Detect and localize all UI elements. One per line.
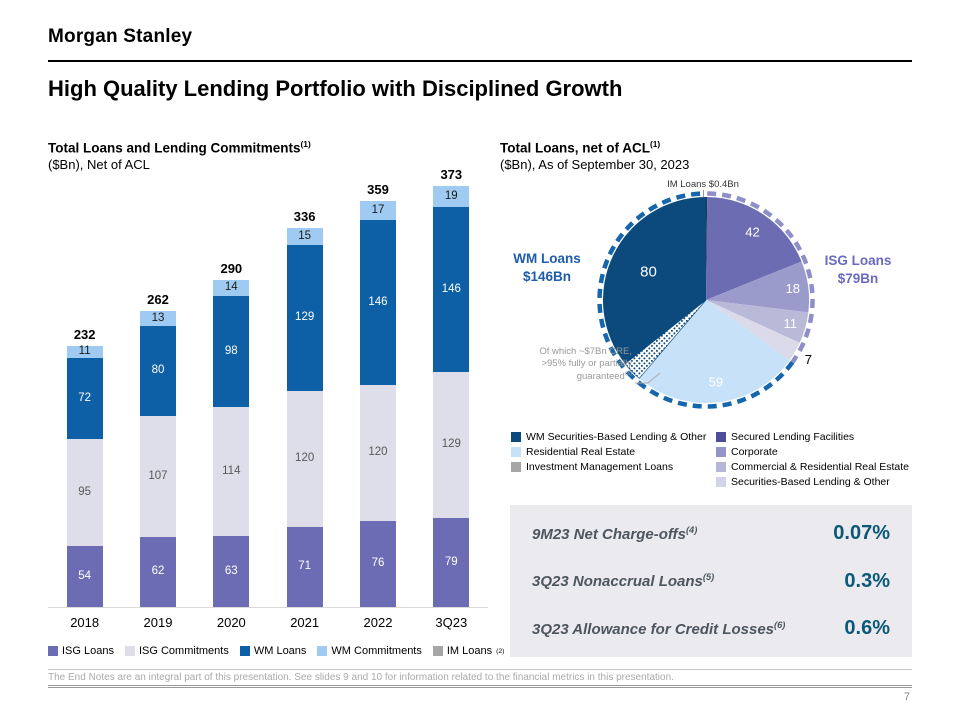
legend-item <box>511 461 706 473</box>
legend-swatch <box>716 447 726 457</box>
legend-swatch <box>125 646 135 656</box>
legend-label: Investment Management Loans <box>526 461 674 473</box>
legend-item <box>240 645 307 657</box>
bar-stack <box>287 228 323 607</box>
legend-label: Residential Real Estate <box>526 446 636 458</box>
bar-segment-isg-commitments: 95 <box>67 439 103 546</box>
legend-swatch <box>716 462 726 472</box>
bar-segment-isg-loans: 71 <box>287 527 323 607</box>
pie-slice-value-label: 11 <box>783 316 798 332</box>
bar-segment-isg-loans: 76 <box>360 521 396 607</box>
metric-row <box>532 570 890 593</box>
legend-swatch <box>716 477 726 487</box>
pie-slice-value-label: 59 <box>708 374 724 390</box>
right-chart-title-text: Total Loans, net of ACL <box>500 140 650 156</box>
metric-label-footnote: (4) <box>685 524 698 535</box>
right-chart-title <box>500 139 660 156</box>
bar-segment-isg-commitments: 129 <box>433 372 469 518</box>
bar-stack <box>433 186 469 607</box>
metric-label-footnote: (5) <box>702 572 715 582</box>
bar-segment-wm-commitments: 15 <box>287 228 323 245</box>
metric-label: 9M23 Net Charge-offs$^{(4)}$ <box>532 524 698 543</box>
bar-total-label: 232 <box>73 327 96 342</box>
bar-total-label: 359 <box>367 182 389 197</box>
legend-item <box>125 645 229 657</box>
bar-total-label: 290 <box>220 261 243 276</box>
bar-segment-wm-commitments: 17 <box>360 201 396 220</box>
legend-swatch <box>511 447 521 457</box>
bar-column-2018 <box>48 160 121 607</box>
bar-segment-wm-loans: 80 <box>140 326 176 416</box>
cre-note-line1: Of which ~$7Bn CRE, <box>539 346 632 357</box>
legend-label: IM Loans <box>446 645 493 657</box>
metric-row <box>532 522 890 545</box>
metric-row <box>532 617 890 640</box>
bar-segment-isg-commitments: 107 <box>140 416 176 537</box>
cre-guarantee-note <box>504 346 632 383</box>
pie-legend-wm-column <box>511 431 706 476</box>
bar-segment-wm-commitments: 14 <box>213 280 249 296</box>
legend-label: WM Commitments <box>331 645 422 657</box>
legend-swatch <box>240 646 250 656</box>
legend-label: Corporate <box>731 446 778 458</box>
legend-label: ISG Loans <box>62 645 114 657</box>
legend-label: Commercial & Residential Real Estate <box>731 461 909 473</box>
bar-column-2021 <box>268 160 341 607</box>
x-axis-line <box>48 607 488 608</box>
x-axis-label-2021: 2021 <box>290 615 320 630</box>
morgan-stanley-logo: Morgan Stanley <box>48 26 193 47</box>
legend-label-footnote: (2) <box>496 647 505 655</box>
legend-swatch <box>433 646 443 656</box>
legend-label: ISG Commitments <box>138 645 229 657</box>
left-chart-title <box>48 139 311 156</box>
wm-loans-callout <box>500 250 594 285</box>
bar-total-label: 262 <box>147 292 169 307</box>
metric-label: 3Q23 Allowance for Credit Losses$^{(6)}$ <box>532 619 786 638</box>
legend-swatch <box>317 646 327 656</box>
isg-loans-callout-line1: ISG Loans <box>824 253 892 268</box>
bar-segment-wm-commitments: 19 <box>433 186 469 207</box>
metric-value: 0.07% <box>833 522 890 544</box>
legend-item <box>317 645 421 657</box>
bar-column-3Q23 <box>415 160 488 607</box>
page-number: 7 <box>903 691 910 703</box>
stacked-bar-chart <box>48 160 488 607</box>
bar-total-label: 373 <box>440 167 463 182</box>
isg-loans-callout <box>816 252 900 287</box>
cre-note-line2: >95% fully or partially <box>541 358 632 370</box>
right-chart-title-footnote: (1) <box>650 139 661 149</box>
x-axis-label-2022: 2022 <box>363 615 393 630</box>
page-title: High Quality Lending Portfolio with Disciplined Growth <box>48 76 623 101</box>
legend-item <box>716 431 909 443</box>
pie-slice-value-label: 80 <box>640 263 657 281</box>
legend-label: Secured Lending Facilities <box>731 431 855 443</box>
pie-slice-value-label: 18 <box>785 281 801 296</box>
x-axis-label-3Q23: 3Q23 <box>435 615 468 630</box>
bar-chart-legend <box>48 645 508 657</box>
legend-swatch <box>48 646 58 656</box>
x-axis-label-2019: 2019 <box>143 615 173 630</box>
left-chart-title-text: Total Loans and Lending Commitments <box>48 140 301 156</box>
legend-item <box>716 461 909 473</box>
header-divider <box>48 60 912 62</box>
footer-bottom-line <box>48 685 912 688</box>
pie-slice-value-label: 42 <box>745 224 760 240</box>
metric-label: 3Q23 Nonaccrual Loans$^{(5)}$ <box>532 572 715 590</box>
legend-label: Securities-Based Lending & Other <box>731 476 890 488</box>
legend-label: WM Securities-Based Lending & Other <box>526 431 707 443</box>
bar-segment-wm-loans: 129 <box>287 245 323 391</box>
legend-label: WM Loans <box>253 645 307 657</box>
cre-note-line3: guaranteed <box>576 370 625 382</box>
legend-item <box>433 645 505 657</box>
legend-swatch <box>511 432 521 442</box>
right-chart-subtitle: ($Bn), As of September 30, 2023 <box>500 157 690 172</box>
isg-loans-callout-line2: $79Bn <box>837 270 879 286</box>
bar-segment-wm-loans: 146 <box>433 207 469 372</box>
x-axis-labels <box>48 615 488 630</box>
bar-total-label: 336 <box>293 209 316 224</box>
legend-item <box>511 446 706 458</box>
bar-column-2022 <box>341 160 414 607</box>
bar-segment-isg-commitments: 120 <box>287 391 323 527</box>
legend-item <box>511 431 706 443</box>
left-chart-title-footnote: (1) <box>300 139 311 149</box>
legend-item <box>716 476 909 488</box>
bar-column-2019 <box>121 160 194 607</box>
metric-value: 0.6% <box>844 617 890 639</box>
bar-segment-isg-commitments: 114 <box>213 407 249 536</box>
bar-segment-wm-commitments: 11 <box>67 346 103 358</box>
legend-item <box>48 645 114 657</box>
pie-legend-isg-column <box>716 431 909 491</box>
x-axis-label-2020: 2020 <box>216 615 246 630</box>
bar-segment-wm-commitments: 13 <box>140 311 176 326</box>
bar-segment-wm-loans: 146 <box>360 220 396 385</box>
bar-stack <box>213 280 249 607</box>
metric-label-footnote: (6) <box>774 619 786 630</box>
bar-stack <box>360 201 396 607</box>
cre-note-footnote: (3) <box>624 370 632 377</box>
bar-stack <box>67 346 103 607</box>
metric-value: 0.3% <box>844 569 890 592</box>
pie-slice-value-label: 7 <box>804 352 813 367</box>
bar-segment-wm-loans: 72 <box>67 358 103 439</box>
bar-segment-isg-loans: 79 <box>433 518 469 607</box>
legend-swatch <box>511 462 521 472</box>
bar-segment-wm-loans: 98 <box>213 296 249 407</box>
bar-column-2020 <box>195 160 268 607</box>
bar-segment-isg-loans: 62 <box>140 537 176 607</box>
wm-loans-callout-line1: WM Loans <box>513 251 581 266</box>
left-chart-subtitle: ($Bn), Net of ACL <box>48 157 150 172</box>
credit-metrics-box <box>510 505 912 657</box>
bar-segment-isg-commitments: 120 <box>360 385 396 521</box>
im-loans-annotation: IM Loans $0.4Bn <box>667 179 739 190</box>
bar-stack <box>140 311 176 607</box>
bar-segment-isg-loans: 63 <box>213 536 249 607</box>
x-axis-label-2018: 2018 <box>70 615 100 630</box>
cre-callout-line <box>634 362 662 386</box>
footer-note: The End Notes are an integral part of this presentation. See slides 9 and 10 for information related to the financial metrics in this presentation. <box>48 672 674 683</box>
footer-top-line <box>48 669 912 670</box>
legend-item <box>716 446 909 458</box>
wm-loans-callout-line2: $146Bn <box>522 268 572 284</box>
bar-segment-isg-loans: 54 <box>67 546 103 607</box>
legend-swatch <box>716 432 726 442</box>
